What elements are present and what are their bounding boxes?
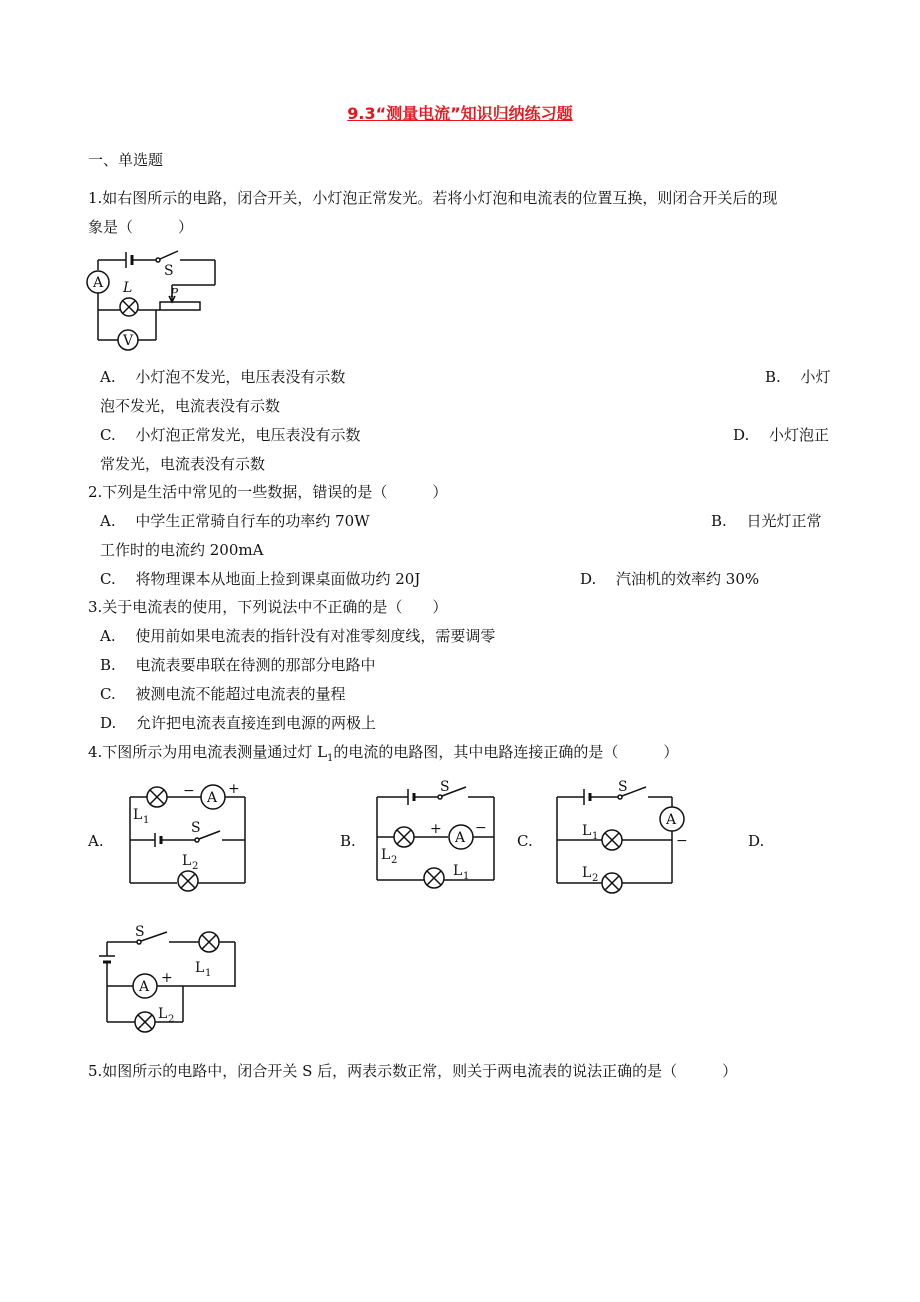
svg-text:L: L	[195, 960, 205, 976]
page-title: 9.3“测量电流”知识归纳练习题	[347, 104, 573, 123]
svg-text:2: 2	[192, 861, 199, 872]
svg-text:L: L	[158, 1006, 168, 1022]
q1-option-b[interactable]: B. 小灯	[765, 368, 831, 386]
q1-option-d-cont: 常发光，电流表没有示数	[100, 455, 266, 473]
svg-text:L: L	[381, 847, 391, 863]
svg-text:S: S	[135, 924, 145, 940]
svg-text:V: V	[123, 333, 134, 349]
svg-text:A: A	[666, 812, 677, 828]
svg-text:1: 1	[205, 968, 212, 979]
switch-lever	[160, 251, 178, 259]
svg-text:2: 2	[168, 1014, 175, 1025]
q4-circuit-b	[372, 779, 502, 885]
svg-text:L: L	[123, 280, 133, 296]
q2-stem: 2.下列是生活中常见的一些数据，错误的是（ ）	[88, 483, 448, 501]
svg-text:S: S	[440, 779, 450, 795]
q1-stem-line2: 象是（ ）	[88, 218, 194, 236]
q3-option-d[interactable]: D. 允许把电流表直接连到电源的两极上	[100, 714, 377, 732]
svg-text:2: 2	[391, 855, 398, 866]
svg-text:P: P	[170, 286, 179, 300]
q1-option-b-cont: 泡不发光，电流表没有示数	[100, 397, 281, 415]
q3-option-b[interactable]: B. 电流表要串联在待测的那部分电路中	[100, 656, 376, 674]
q4-stem: 4.下图所示为用电流表测量通过灯 $L_1$的电流的电路图，其中电路连接正确的是（ ）	[88, 743, 679, 764]
svg-text:−: −	[475, 820, 487, 836]
svg-text:−: −	[183, 783, 195, 799]
q1-option-d[interactable]: D. 小灯泡正	[733, 426, 830, 444]
rheostat-symbol	[160, 302, 200, 310]
svg-text:L: L	[453, 863, 463, 879]
switch-contact	[156, 258, 160, 262]
q4-circuit-a	[125, 781, 255, 895]
svg-text:1: 1	[463, 871, 470, 882]
svg-text:L: L	[582, 865, 592, 881]
q1-option-c[interactable]: C. 小灯泡正常发光，电压表没有示数	[100, 426, 361, 444]
q1-circuit-diagram	[80, 240, 230, 360]
q3-stem: 3.关于电流表的使用，下列说法中不正确的是（ ）	[88, 598, 448, 616]
svg-text:A: A	[93, 275, 104, 291]
svg-text:S: S	[618, 779, 628, 795]
q5-stem: 5.如图所示的电路中，闭合开关 S 后，两表示数正常，则关于两电流表的说法正确的是（ ）	[88, 1062, 738, 1080]
q4-option-d[interactable]: D.	[748, 832, 765, 850]
section-heading: 一、单选题	[88, 151, 164, 169]
svg-text:+: +	[161, 970, 173, 986]
q3-option-c[interactable]: C. 被测电流不能超过电流表的量程	[100, 685, 346, 703]
q4-option-a[interactable]: A.	[88, 832, 104, 850]
svg-text:L: L	[133, 807, 143, 823]
svg-text:A: A	[455, 830, 466, 846]
q4-option-b[interactable]: B.	[340, 832, 356, 850]
q2-option-d[interactable]: D. 汽油机的效率约 30%	[580, 570, 760, 588]
svg-text:L: L	[582, 823, 592, 839]
q1-stem-line1: 1.如右图所示的电路，闭合开关，小灯泡正常发光。若将小灯泡和电流表的位置互换，则闭合开关后的现	[88, 189, 778, 207]
svg-text:A: A	[139, 979, 150, 995]
svg-text:L: L	[182, 853, 192, 869]
svg-text:S: S	[191, 820, 201, 836]
q4-circuit-d	[95, 922, 240, 1037]
svg-text:1: 1	[143, 815, 150, 826]
q2-option-c[interactable]: C. 将物理课本从地面上捡到课桌面做功约 20J	[100, 570, 421, 588]
q2-option-b-cont: 工作时的电流约 200mA	[100, 541, 264, 559]
svg-text:1: 1	[592, 831, 599, 842]
svg-text:A: A	[207, 790, 218, 806]
q1-option-a[interactable]: A. 小灯泡不发光，电压表没有示数	[100, 368, 346, 386]
q4-circuit-c	[552, 779, 697, 895]
switch-label: S	[164, 263, 174, 279]
q2-option-b[interactable]: B. 日光灯正常	[711, 512, 822, 530]
q3-option-a[interactable]: A. 使用前如果电流表的指针没有对准零刻度线，需要调零	[100, 627, 496, 645]
svg-text:2: 2	[592, 873, 599, 884]
svg-text:−: −	[676, 833, 688, 849]
q2-option-a[interactable]: A. 中学生正常骑自行车的功率约 70W	[100, 512, 370, 530]
svg-text:+: +	[430, 821, 442, 837]
q4-option-c[interactable]: C.	[517, 832, 533, 850]
svg-text:+: +	[228, 781, 240, 797]
